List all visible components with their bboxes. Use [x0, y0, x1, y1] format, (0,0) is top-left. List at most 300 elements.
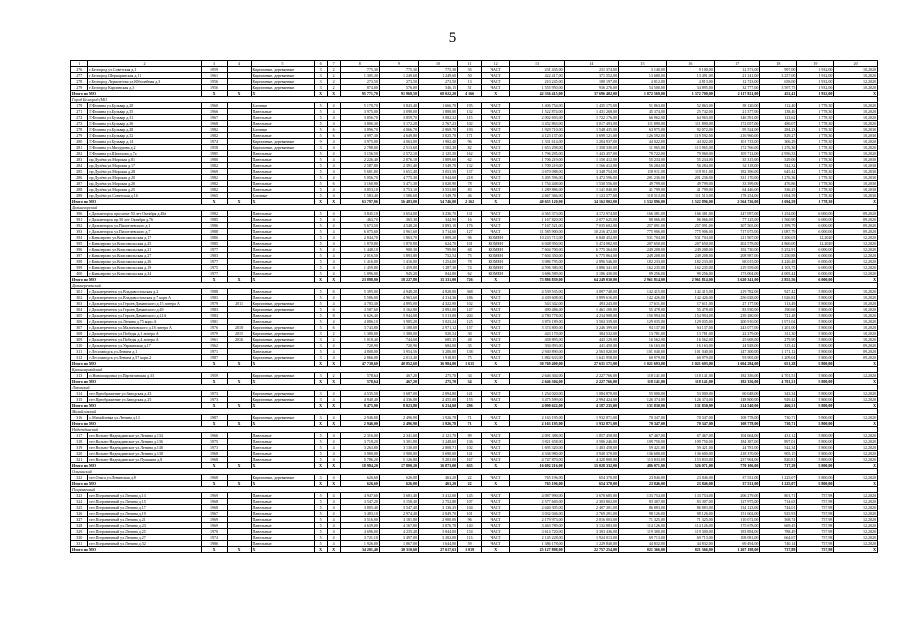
table-cell: 5 [314, 253, 327, 259]
total-cell: 71 [458, 421, 482, 427]
table-cell: 316 [71, 415, 88, 421]
table-cell: 1962 [201, 343, 227, 349]
table-cell: г.Белгород Лермонтова ул.Юбилейная д.3 [88, 79, 201, 85]
table-cell: 4 167,80 [379, 523, 418, 529]
table-cell: 5 [314, 271, 327, 277]
table-cell: 11 585 900,00 [510, 229, 564, 235]
table-cell: 279 [71, 85, 88, 91]
table-cell: 5 800,00 [797, 319, 834, 325]
table-cell: 142 415,00 [666, 289, 714, 295]
table-cell: Панельные [251, 229, 314, 235]
table-cell: 13 781,00 [666, 331, 714, 337]
table-cell: 101 040,00 [666, 349, 714, 355]
table-cell: 4 [327, 259, 340, 265]
table-cell: 542,34 [760, 445, 797, 451]
table-cell: 17 611,00 [619, 301, 667, 307]
table-cell: 10,2020 [834, 109, 878, 115]
table-cell: 1 459,80 [379, 265, 418, 271]
table-cell: 83 307,00 [666, 499, 714, 505]
table-cell: Панельные [251, 457, 314, 463]
table-cell: 12,2020 [834, 247, 878, 253]
table-cell: 740,14 [760, 541, 797, 547]
table-cell: 288 [71, 187, 88, 193]
column-number-cell: 13 [510, 61, 564, 67]
table-cell: 5 800,00 [797, 439, 834, 445]
table-cell: ЧАСТ [482, 175, 510, 181]
table-cell: Панельные [251, 289, 314, 295]
total-cell: X [314, 463, 327, 469]
table-cell: 4 336 980,00 [510, 451, 564, 457]
table-cell: 55 478,00 [619, 307, 667, 313]
column-number-cell: 19 [797, 61, 834, 67]
table-cell: 154 994,00 [666, 313, 714, 319]
table-cell: 10,2020 [834, 301, 878, 307]
table-cell: 5 [314, 307, 327, 313]
table-cell: 4 780 778,00 [510, 313, 564, 319]
table-cell: 4 [327, 223, 340, 229]
table-cell: 71 325,00 [666, 517, 714, 523]
table-cell: 70 347,00 [619, 415, 667, 421]
table-cell: 3 856,70 [340, 115, 379, 121]
table-cell: 12 723,00 [714, 79, 760, 85]
table-cell: 45 374,00 [619, 109, 667, 115]
table-cell: 34 [458, 373, 482, 379]
total-cell: 2 961 814,00 [619, 277, 667, 283]
table-cell: Кирпичные, деревянные [251, 85, 314, 91]
municipality-name: Лазовский [71, 385, 878, 391]
table-cell: 1 644,00 [418, 541, 457, 547]
table-cell: 658,00 [760, 79, 797, 85]
table-cell: 1987 [201, 355, 227, 361]
table-cell: 210 245,00 [510, 79, 564, 85]
table-cell: ЧАСТ [482, 511, 510, 517]
table-cell: 32 777,00 [714, 85, 760, 91]
table-cell: 219 559,00 [714, 265, 760, 271]
table-cell: 1968 [201, 499, 227, 505]
table-cell: г.Кавалерово ул.Комсомольская д.26 [88, 259, 201, 265]
table-cell: КОМЕН [482, 247, 510, 253]
table-cell: г.Белгород ул.Советская д.1 [88, 67, 201, 73]
table-cell: 1 586,60 [379, 193, 418, 199]
table-cell: 60 979,00 [666, 355, 714, 361]
table-cell: 1986 [201, 235, 227, 241]
table-cell: 1 778,30 [797, 109, 834, 115]
table-cell: 5 786,20 [340, 457, 379, 463]
total-cell: 73 886 839,00 [510, 277, 564, 283]
total-cell: 108 778,00 [714, 421, 760, 427]
table-cell: 757,98 [797, 505, 834, 511]
table-cell: 201 236,00 [666, 175, 714, 181]
total-cell: X [482, 91, 510, 97]
table-cell: 4 [327, 343, 340, 349]
table-cell: пгт.Вольно-Надеждинское ул.Ленина д.136 [88, 439, 201, 445]
table-cell: КОМЕН [482, 265, 510, 271]
table-cell: 1 358 330,00 [564, 145, 618, 151]
table-cell: 1 225,07 [760, 475, 797, 481]
table-cell: 63 975,00 [619, 127, 667, 133]
total-cell: 737,89 [760, 547, 797, 553]
table-cell: 24 781,00 [714, 445, 760, 451]
table-cell: 55 000,00 [619, 391, 667, 397]
table-cell: 306 [71, 319, 88, 325]
total-cell: 717,29 [760, 463, 797, 469]
total-cell: 2 961 814,00 [666, 277, 714, 283]
table-cell: 4 783,30 [340, 301, 379, 307]
table-cell: 22 [458, 475, 482, 481]
table-cell: 75 [458, 253, 482, 259]
table-cell: 5 [314, 439, 327, 445]
table-cell: Г.Фомина ул.Бульвар д.32 [88, 133, 201, 139]
table-cell: 3 348 754,00 [564, 169, 618, 175]
table-cell: 4 [327, 145, 340, 151]
table-cell: 2 646 304,00 [510, 373, 564, 379]
table-cell: 4 828,00 [418, 289, 457, 295]
table-cell: 6 000,00 [797, 247, 834, 253]
table-cell: 1 926,00 [340, 541, 379, 547]
table-cell: 1 888,80 [418, 109, 457, 115]
total-cell: 1 522 896,00 [666, 199, 714, 205]
table-cell: 10,2030 [834, 169, 878, 175]
table-cell: 145 [458, 493, 482, 499]
table-cell: 626,60 [340, 475, 379, 481]
table-cell: 273,50 [379, 79, 418, 85]
table-cell: 1 435 175,00 [564, 103, 618, 109]
table-cell: 4 548,20 [379, 223, 418, 229]
table-cell: 6 840 452,00 [564, 235, 618, 241]
table-cell: 182 356,00 [714, 373, 760, 379]
table-cell: ЧАСТ [482, 151, 510, 157]
table-cell: 3 181,80 [379, 517, 418, 523]
table-cell: 3 158,40 [379, 499, 418, 505]
total-cell: X [227, 361, 251, 367]
table-cell: 3 257,00 [760, 73, 797, 79]
table-cell: 1 778,30 [797, 139, 834, 145]
table-cell: 4 [327, 163, 340, 169]
table-cell: 3 032 046,00 [510, 511, 564, 517]
table-cell: Панельные [251, 535, 314, 541]
table-cell: 10,2020 [834, 325, 878, 331]
table-cell: 5 203,00 [418, 457, 457, 463]
total-cell: X [227, 91, 251, 97]
table-cell: 1 276,36 [760, 175, 797, 181]
total-cell: X [227, 463, 251, 469]
table-cell: 3 687,00 [379, 391, 418, 397]
table-cell: 12,2020 [834, 373, 878, 379]
table-cell: 273 [71, 121, 88, 127]
table-cell: 1 778,30 [797, 169, 834, 175]
table-cell: 5 [314, 319, 327, 325]
table-cell: 82 [458, 145, 482, 151]
table-cell: 5 [314, 121, 327, 127]
table-cell: Г.Фомина ул.Бульвар д.35 [88, 109, 201, 115]
table-cell: 4 701,51 [760, 373, 797, 379]
table-cell: 3 [314, 73, 327, 79]
table-cell: 1 209,04 [760, 355, 797, 361]
table-cell: 1 932,00 [797, 79, 834, 85]
total-cell: X [834, 199, 878, 205]
total-cell: 466,51 [760, 403, 797, 409]
table-cell: 4 320 800,00 [564, 457, 618, 463]
table-cell: ЧАСТ [482, 79, 510, 85]
table-cell: 131 [458, 211, 482, 217]
table-cell: 1988 [201, 229, 227, 235]
table-cell: 141 [458, 391, 482, 397]
table-cell: 3 876,78 [418, 523, 457, 529]
table-cell: 10,2020 [834, 139, 878, 145]
table-cell: 1 722 176,00 [564, 115, 618, 121]
table-cell: 2 [327, 373, 340, 379]
total-cell: X [327, 481, 340, 487]
table-cell: 4 [327, 157, 340, 163]
table-cell: 5 [314, 433, 327, 439]
total-cell: Итого по МО [71, 361, 202, 367]
table-cell: 09.2020 [834, 229, 878, 235]
table-cell: 67 467,00 [666, 433, 714, 439]
table-cell: 2 002 693,00 [510, 115, 564, 121]
table-cell: 284,23 [760, 127, 797, 133]
total-cell: X [227, 379, 251, 385]
table-cell: 2 849,70 [418, 511, 457, 517]
total-cell: 5 800,00 [797, 421, 834, 427]
table-cell: 4 220,48 [760, 259, 797, 265]
table-cell: 2 125,50 [418, 151, 457, 157]
table-cell: 108 778,00 [714, 415, 760, 421]
total-cell: X [834, 421, 878, 427]
table-cell: 140 [458, 523, 482, 529]
table-cell: 319 [71, 445, 88, 451]
table-cell: 744,60 [379, 337, 418, 343]
table-cell: 3 940 370,00 [564, 451, 618, 457]
total-cell: 4 090 622,00 [510, 403, 564, 409]
table-cell: Панельные [251, 259, 314, 265]
table-cell: 1970 [201, 529, 227, 535]
table-cell: с.Михайловка ул.Ленина д.13 [88, 415, 201, 421]
table-cell: 136 600,00 [666, 451, 714, 457]
table-cell: 7 604 350,00 [510, 253, 564, 259]
table-cell: 10,2020 [834, 121, 878, 127]
table-cell: ЧАСТ [482, 373, 510, 379]
table-cell: пгт.Ольга ул.Ленинская д.8 [88, 475, 201, 481]
table-cell: ЧАСТ [482, 103, 510, 109]
table-cell: 2 769 291,00 [564, 511, 618, 517]
table-cell: 278 [71, 79, 88, 85]
table-cell: 6 [327, 127, 340, 133]
table-cell: 96 [458, 235, 482, 241]
table-body [71, 61, 878, 553]
table-cell: ЧАСТ [482, 73, 510, 79]
table-cell: 64 963,00 [666, 115, 714, 121]
table-cell: 3 471,30 [379, 181, 418, 187]
table-cell: 5 [314, 259, 327, 265]
table-cell: 10,2020 [834, 73, 878, 79]
table-cell: 10,2030 [834, 175, 878, 181]
table-cell: 134 123,00 [714, 505, 760, 511]
table-cell: 35 [458, 67, 482, 73]
total-cell: Итого по МО [71, 403, 202, 409]
table-cell: 2 994 424,00 [564, 397, 618, 403]
table-cell: 1977 [201, 259, 227, 265]
total-cell: 91 968,50 [379, 91, 418, 97]
total-cell: 54 746,00 [418, 199, 457, 205]
total-cell: X [834, 481, 878, 487]
table-cell: 2 940 890,00 [510, 349, 564, 355]
table-cell: 1 448,10 [340, 247, 379, 253]
table-cell: ЧАСТ [482, 85, 510, 91]
table-cell: 78 [458, 181, 482, 187]
table-cell: 113 [458, 535, 482, 541]
table-cell: 757,98 [797, 499, 834, 505]
total-cell: X [201, 481, 227, 487]
table-cell: Г.Фомина ул.Бульвар д.36 [88, 121, 201, 127]
table-cell: 154 [458, 529, 482, 535]
table-cell: 3 017 493,00 [564, 121, 618, 127]
table-cell: 127 975,00 [714, 499, 760, 505]
table-cell: 1 502,30 [418, 145, 457, 151]
table-cell: ЧАСТ [482, 223, 510, 229]
total-cell: 22 [458, 481, 482, 487]
table-cell: 93 905,00 [714, 355, 760, 361]
table-cell: 493 243,00 [564, 301, 618, 307]
table-cell: 4 [327, 229, 340, 235]
table-cell: Панельные [251, 451, 314, 457]
table-cell: 576,00 [379, 85, 418, 91]
table-cell: 307 [71, 325, 88, 331]
table-cell: 1979 [201, 301, 227, 307]
table-cell: 4 800,00 [340, 349, 379, 355]
table-cell: 62 [458, 157, 482, 163]
table-cell: 1987 [201, 415, 227, 421]
table-cell: 4 [327, 241, 340, 247]
table-cell: г.Дальнереченск ул.Героев Даманского д.21А [88, 313, 201, 319]
table-cell: 282 [71, 151, 88, 157]
table-cell: 50 [458, 73, 482, 79]
table-cell: 200 910,00 [714, 319, 760, 325]
table-cell: 2 808,71 [418, 445, 457, 451]
table-cell: 2 971,12 [418, 325, 457, 331]
table-cell: 308 [71, 331, 88, 337]
table-cell: ЧАСТ [482, 139, 510, 145]
table-cell: 4 066,70 [379, 127, 418, 133]
table-cell: 5 [314, 187, 327, 193]
table-cell: КОМЕН [482, 235, 510, 241]
total-cell: 15 331,00 [418, 277, 457, 283]
table-cell: ЧАСТ [482, 541, 510, 547]
table-cell: 71 [458, 415, 482, 421]
table-cell: 874,00 [340, 85, 379, 91]
table-cell: 7 604 700,00 [510, 247, 564, 253]
table-cell: 393 [71, 229, 88, 235]
table-cell: пр.Дулёва ул.Морская д.17 [88, 163, 201, 169]
table-cell: 10,2030 [834, 193, 878, 199]
table-cell: 2 496,90 [379, 415, 418, 421]
total-cell: Итого по МО [71, 421, 202, 427]
table-cell: 626,00 [379, 475, 418, 481]
table-cell: пгт.Пограничный ул.Ленина д.15 [88, 499, 201, 505]
table-cell: 114 126,00 [619, 523, 667, 529]
table-cell: 4 [327, 301, 340, 307]
table-cell: Панельные [251, 115, 314, 121]
table-cell: 4 172 974,00 [564, 211, 618, 217]
table-cell: ЧАСТ [482, 397, 510, 403]
column-number-cell: 10 [418, 61, 457, 67]
total-cell: X [201, 547, 227, 553]
column-number-cell: 6 [314, 61, 327, 67]
total-cell: X [227, 481, 251, 487]
table-cell: 4 [327, 499, 340, 505]
table-cell: 3 053,50 [418, 169, 457, 175]
table-cell: ЧАСТ [482, 133, 510, 139]
table-cell: Кирпичные, деревянные [251, 79, 314, 85]
table-cell: 463,70 [340, 217, 379, 223]
table-cell: 10,2020 [834, 85, 878, 91]
table-cell: 1 416,00 [379, 259, 418, 265]
total-cell: 578,64 [340, 379, 379, 385]
table-cell: 10,2030 [834, 187, 878, 193]
table-cell: 2 572,10 [379, 151, 418, 157]
municipality-total-row [71, 547, 878, 553]
total-cell: Итого по МО [71, 463, 202, 469]
table-cell: 1 548 435,00 [564, 127, 618, 133]
table-cell: 1 932,00 [797, 85, 834, 91]
table-cell: 1983 [201, 313, 227, 319]
table-cell: ЧАСТ [482, 439, 510, 445]
table-cell: 4 [327, 139, 340, 145]
table-cell: 6 075,60 [340, 229, 379, 235]
table-cell: 2 076,10 [379, 157, 418, 163]
table-cell: 4 [327, 151, 340, 157]
table-cell: Кирпичные, деревянные [251, 373, 314, 379]
table-cell: 2 788,00 [340, 145, 379, 151]
table-cell: Панельные [251, 541, 314, 547]
total-cell: 5 800,00 [797, 481, 834, 487]
table-cell: 104 [458, 505, 482, 511]
table-cell: 5 [314, 511, 327, 517]
table-cell: 1 084 870,00 [564, 391, 618, 397]
table-cell: 1 141 840,00 [564, 187, 618, 193]
table-cell: 3 805,40 [340, 505, 379, 511]
table-cell: 2 226,40 [340, 157, 379, 163]
table-cell: 211 907,00 [714, 235, 760, 241]
total-cell: X [482, 463, 510, 469]
table-cell: 7 167 521,00 [510, 223, 564, 229]
total-cell: X [327, 463, 340, 469]
total-cell: 526 071,00 [666, 463, 714, 469]
table-cell: 5 [314, 349, 327, 355]
table-cell: г.Дальнереченск ул.Героев Даманского д.15 литера А [88, 301, 201, 307]
table-cell: 9 100,00 [666, 67, 714, 73]
table-cell: 6 000,00 [797, 217, 834, 223]
table-cell: 175 678,00 [714, 523, 760, 529]
table-cell: 2 894,80 [418, 391, 457, 397]
table-cell: 10,2020 [834, 145, 878, 151]
table-cell: 5 [314, 211, 327, 217]
table-cell: ЧАСТ [482, 349, 510, 355]
table-cell: 1 706 219,00 [510, 157, 564, 163]
table-cell: 1973 [201, 445, 227, 451]
table-cell: 280 [71, 139, 88, 145]
table-cell: 5 [314, 517, 327, 523]
total-cell: X [314, 91, 327, 97]
table-cell: 34 895,00 [666, 85, 714, 91]
table-cell: 249 208,00 [666, 253, 714, 259]
table-cell: ЧАСТ [482, 187, 510, 193]
table-cell: 30 [458, 331, 482, 337]
table-cell: 118 513,00 [619, 193, 667, 199]
table-cell: г.Кавалерово ул.Комсомольская д.17 [88, 235, 201, 241]
table-cell: 4 [327, 397, 340, 403]
table-cell: 151 602,00 [714, 511, 760, 517]
table-cell: 443 170,00 [510, 331, 564, 337]
